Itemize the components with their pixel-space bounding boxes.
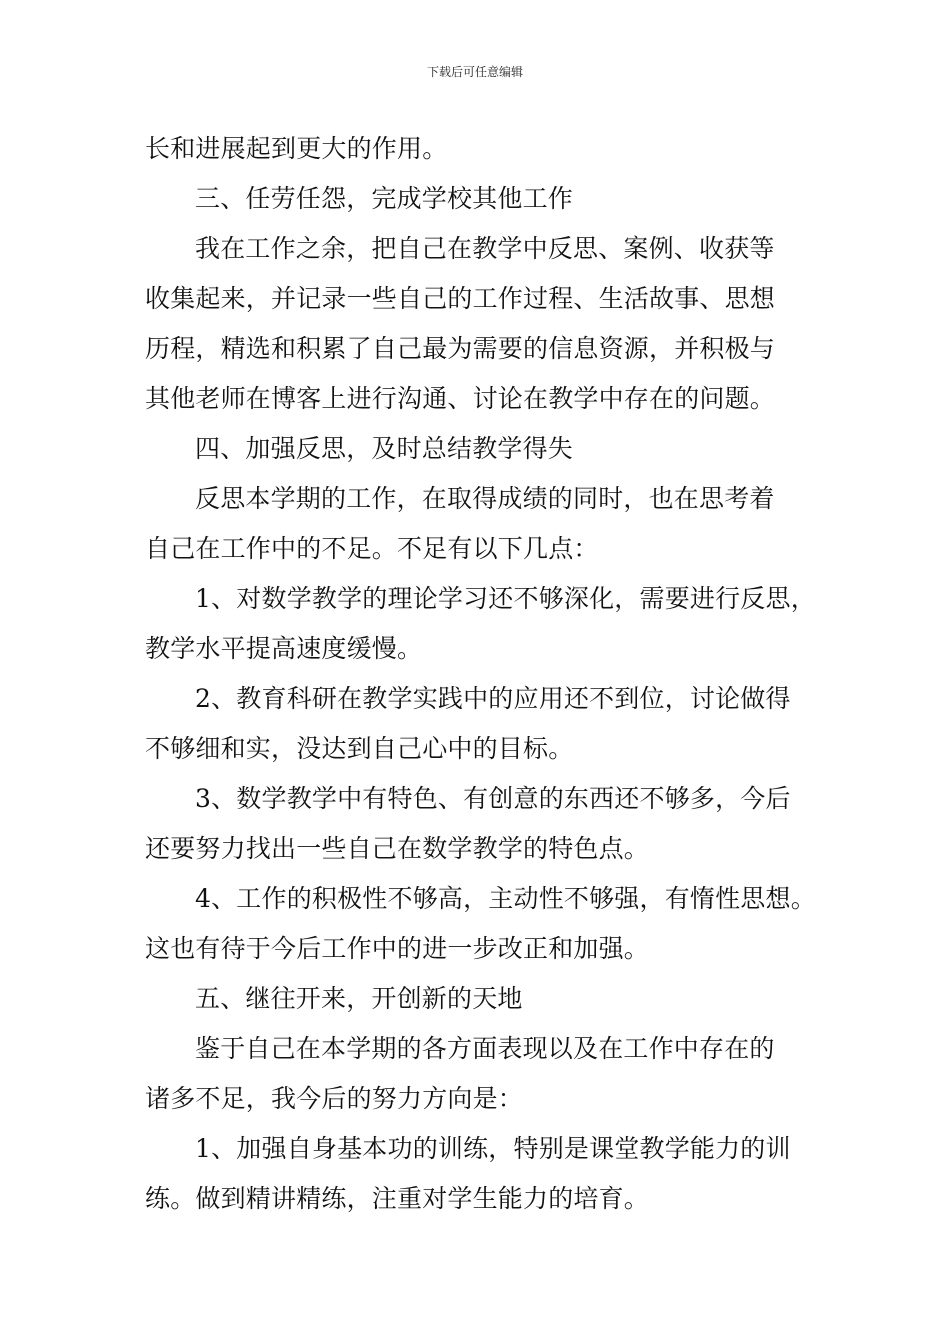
list-item: 1、加强自身基本功的训练，特别是课堂教学能力的训 bbox=[195, 1134, 791, 1163]
text-line: 教学水平提高速度缓慢。 bbox=[145, 634, 423, 663]
page-header: 下载后可任意编辑 bbox=[426, 65, 523, 79]
text-line: 诸多不足，我今后的努力方向是： bbox=[145, 1084, 524, 1113]
text-line: 历程，精选和积累了自己最为需要的信息资源，并积极与 bbox=[145, 334, 776, 363]
list-item: 2、教育科研在教学实践中的应用还不到位，讨论做得 bbox=[195, 684, 791, 713]
text-line: 反思本学期的工作，在取得成绩的同时，也在思考着 bbox=[195, 484, 775, 513]
section-heading: 三、任劳任怨，完成学校其他工作 bbox=[195, 184, 574, 213]
section-heading: 五、继往开来，开创新的天地 bbox=[195, 984, 523, 1013]
list-item: 1、对数学教学的理论学习还不够深化，需要进行反思， bbox=[195, 584, 816, 613]
text-line: 不够细和实，没达到自己心中的目标。 bbox=[145, 734, 574, 763]
section-heading: 四、加强反思，及时总结教学得失 bbox=[195, 434, 574, 463]
list-item: 3、数学教学中有特色、有创意的东西还不够多，今后 bbox=[195, 784, 791, 813]
text-line: 还要努力找出一些自己在数学教学的特色点。 bbox=[145, 834, 650, 863]
text-line: 长和进展起到更大的作用。 bbox=[145, 134, 448, 163]
text-line: 练。做到精讲精练，注重对学生能力的培育。 bbox=[145, 1184, 650, 1213]
text-line: 鉴于自己在本学期的各方面表现以及在工作中存在的 bbox=[195, 1034, 775, 1063]
text-line: 其他老师在博客上进行沟通、讨论在教学中存在的问题。 bbox=[145, 384, 776, 413]
text-line: 收集起来，并记录一些自己的工作过程、生活故事、思想 bbox=[145, 284, 776, 313]
text-line: 这也有待于今后工作中的进一步改正和加强。 bbox=[145, 934, 650, 963]
list-item: 4、工作的积极性不够高，主动性不够强，有惰性思想。 bbox=[195, 884, 816, 913]
text-line: 自己在工作中的不足。不足有以下几点： bbox=[145, 534, 599, 563]
text-line: 我在工作之余，把自己在教学中反思、案例、收获等 bbox=[195, 234, 775, 263]
